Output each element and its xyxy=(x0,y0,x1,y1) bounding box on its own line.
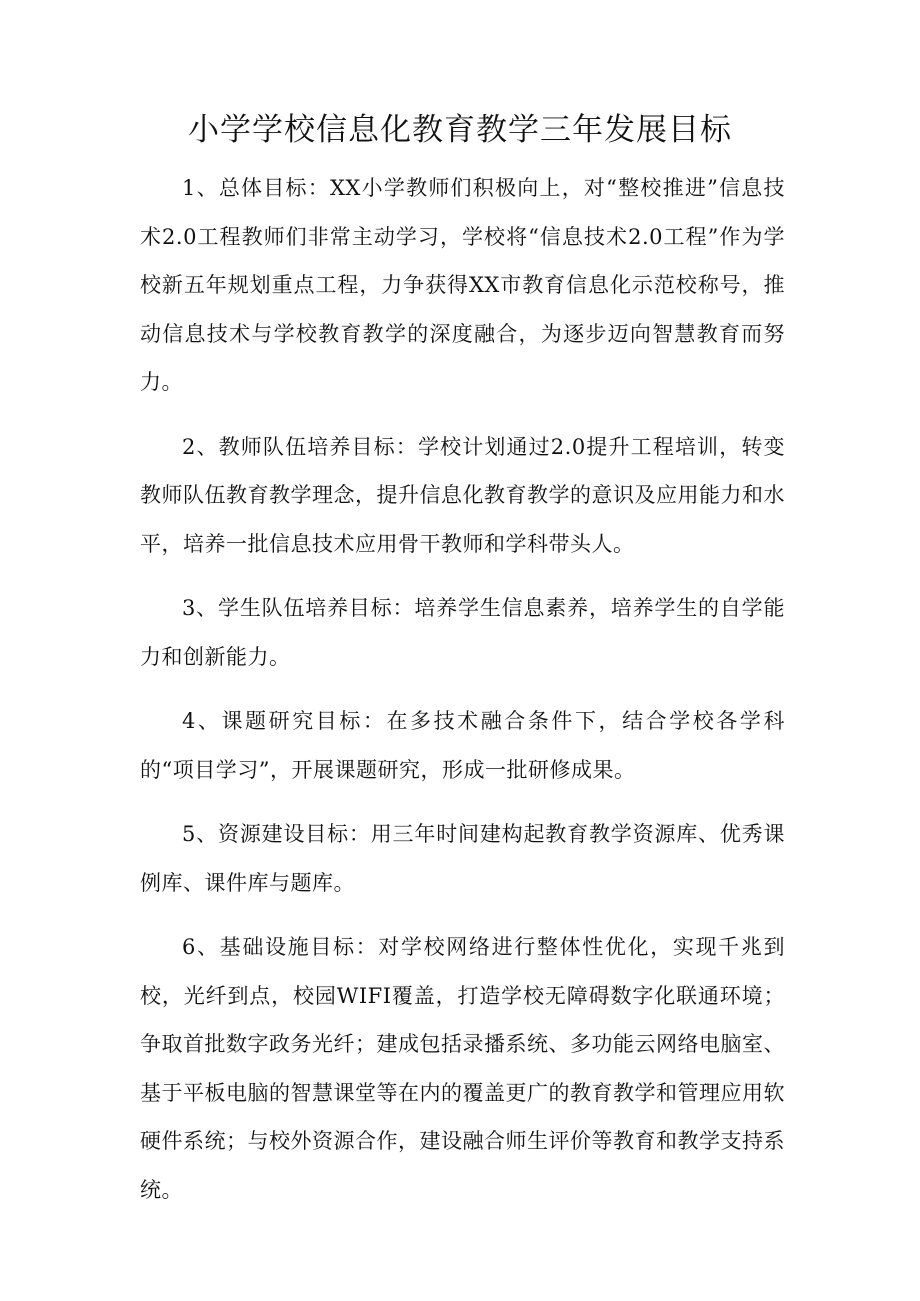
paragraph-overall-goal: 1、总体目标：XX小学教师们积极向上，对“整校推进”信息技术2.0工程教师们非常主动学习，学校将“信息技术2.0工程”作为学校新五年规划重点工程，力争获得XX市教育信息化示范校称号，推动信息技术与学校教育教学的深度融合，为逐步迈向智慧教育而努力。 xyxy=(140,176,785,394)
paragraph-resource-goal: 5、资源建设目标：用三年时间建构起教育教学资源库、优秀课例库、课件库与题库。 xyxy=(140,822,785,895)
paragraph-infrastructure-goal: 6、基础设施目标：对学校网络进行整体性优化，实现千兆到校，光纤到点，校园WIFI覆盖，打造学校无障碍数字化联通环境；争取首批数字政务光纤；建成包括录播系统、多功能云网络电脑室、基于平板电脑的智慧课堂等在内的覆盖更广的教育教学和管理应用软硬件系统；与校外资源合作，建设融合师生评价等教育和教学支持系统。 xyxy=(140,935,785,1202)
paragraph-student-training-goal: 3、学生队伍培养目标：培养学生信息素养，培养学生的自学能力和创新能力。 xyxy=(140,596,785,669)
document-body xyxy=(140,164,785,1230)
paragraph-research-goal: 4、课题研究目标：在多技术融合条件下，结合学校各学科的“项目学习”，开展课题研究，形成一批研修成果。 xyxy=(140,709,785,782)
paragraph-teacher-training-goal: 2、教师队伍培养目标：学校计划通过2.0提升工程培训，转变教师队伍教育教学理念，提升信息化教育教学的意识及应用能力和水平，培养一批信息技术应用骨干教师和学科带头人。 xyxy=(140,434,785,556)
document-title: 小学学校信息化教育教学三年发展目标 xyxy=(188,112,732,148)
